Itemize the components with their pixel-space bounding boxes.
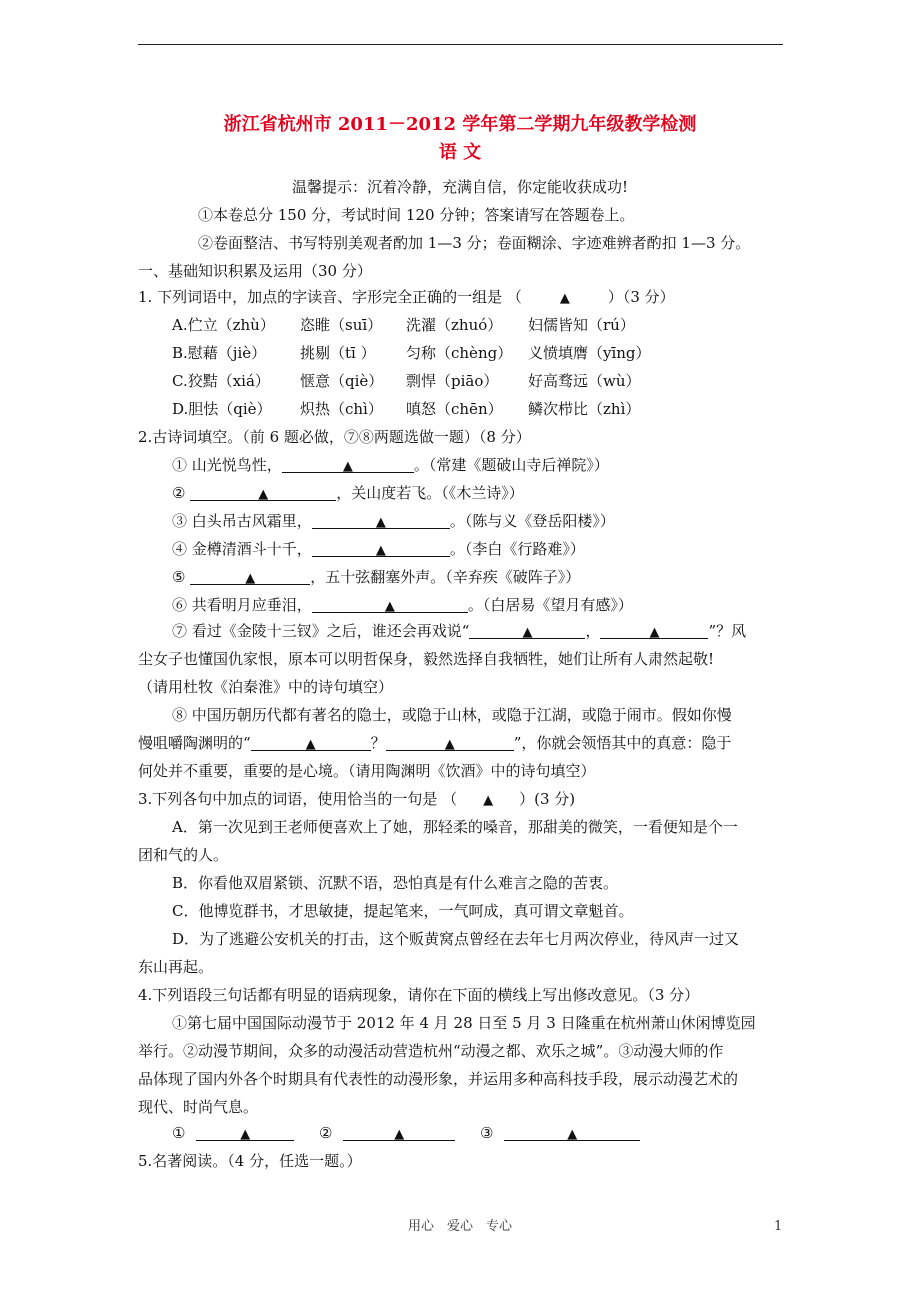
answer-triangle: ▲	[305, 737, 316, 752]
section-heading: 一、基础知识积累及运用（30 分）	[138, 262, 372, 280]
q4-passage-line-3: 品体现了国内外各个时期具有代表性的动漫形象，并运用多种高科技手段，展示动漫艺术的	[138, 1070, 739, 1088]
q3-stem	[138, 790, 575, 810]
q1-stem	[138, 288, 675, 308]
item-7-tail: ”？风	[708, 622, 747, 640]
comma: ，	[585, 622, 601, 640]
note-2: ②卷面整洁、书写特别美观者酌加 1—3 分；卷面糊涂、字迹难辨者酌扣 1—3 分。	[198, 234, 751, 252]
answer-triangle: ▲	[483, 793, 494, 808]
q1-d-3: 嗔怒（chēn）	[406, 400, 503, 418]
question-mark: ？	[370, 734, 386, 752]
item-number: ⑥	[172, 596, 188, 614]
q4-stem: 4.下列语段三句话都有明显的语病现象，请你在下面的横线上写出修改意见。（3 分）	[138, 986, 700, 1004]
answer-triangle: ▲	[444, 737, 455, 752]
footer-motto: 用心 爱心 专心	[407, 1219, 512, 1234]
answer-blank[interactable]	[251, 734, 371, 751]
answer-blank[interactable]	[312, 540, 450, 557]
item-8-lead: 慢咀嚼陶渊明的“	[138, 734, 251, 752]
q1-c-1: C.狡黠（xiá）	[172, 372, 270, 390]
q3-option-a-line-2: 团和气的人。	[138, 846, 229, 864]
q2-item-6	[172, 596, 633, 614]
q5-stem: 5.名著阅读。（4 分，任选一题。）	[138, 1152, 362, 1170]
verse-source: 。（常建《题破山寺后禅院》）	[413, 456, 609, 474]
header-rule	[138, 44, 783, 45]
answer-blank[interactable]	[282, 456, 414, 473]
answer-triangle: ▲	[394, 1127, 405, 1142]
note-1: ①本卷总分 150 分，考试时间 120 分钟；答案请写在答题卷上。	[198, 206, 635, 224]
q1-c-4: 好高骛远（wù）	[528, 372, 641, 390]
item-7-lead: ⑦ 看过《金陵十三钗》之后，谁还会再戏说“	[172, 622, 470, 640]
item-number: ②	[172, 484, 186, 502]
verse-source: 。（陈与义《登岳阳楼》）	[449, 512, 615, 530]
q2-item-8-line-2	[138, 734, 731, 752]
answer-triangle: ▲	[384, 599, 395, 614]
q1-d-4: 鳞次栉比（zhì）	[528, 400, 641, 418]
answer-triangle: ▲	[342, 459, 353, 474]
q1-d-1: D.胆怯（qiè）	[172, 400, 272, 418]
q3-score: ）(3 分)	[519, 790, 576, 808]
verse-source: 。（白居易《望月有感》）	[467, 596, 633, 614]
q2-stem: 2.古诗词填空。（前 6 题必做，⑦⑧两题选做一题）（8 分）	[138, 428, 531, 446]
q2-item-8-line-1: ⑧ 中国历朝历代都有著名的隐士，或隐于山林，或隐于江湖，或隐于闹市。假如你慢	[172, 706, 732, 724]
subject-title: 语 文	[438, 142, 482, 163]
q3-option-d-line-2: 东山再起。	[138, 958, 214, 976]
answer-triangle: ▲	[258, 487, 269, 502]
q3-option-d-line-1: D．为了逃避公安机关的打击，这个贩黄窝点曾经在去年七月两次停业，待风声一过又	[172, 930, 740, 948]
item-number: ④	[172, 540, 188, 558]
answer-blank[interactable]	[312, 596, 468, 613]
verse-source: ，五十弦翻塞外声。（辛弃疾《破阵子》）	[310, 568, 581, 586]
tip-text: 温馨提示：沉着冷静，充满自信，你定能收获成功!	[291, 178, 629, 196]
answer-triangle: ▲	[567, 1127, 578, 1142]
q1-score: ）（3 分）	[607, 288, 675, 306]
q2-item-4	[172, 540, 585, 558]
q2-item-2	[172, 484, 524, 502]
q1-b-4: 义愤填膺（yīng）	[528, 344, 651, 362]
q1-b-1: B.慰藉（jiè）	[172, 344, 267, 362]
q4-answers	[172, 1124, 640, 1142]
q2-item-1	[172, 456, 609, 474]
q4-passage-line-1: ①第七届中国国际动漫节于 2012 年 4 月 28 日至 5 月 3 日隆重在杭州萧山休闲博览园	[172, 1014, 756, 1032]
item-number: ③	[480, 1124, 494, 1142]
answer-triangle: ▲	[240, 1127, 251, 1142]
document-title: 浙江省杭州市 2011－2012 学年第二学期九年级教学检测	[223, 114, 697, 135]
answer-blank[interactable]	[504, 1124, 640, 1141]
q3-stem-text: 3.下列各句中加点的词语，使用恰当的一句是 （	[138, 790, 458, 808]
q2-item-8-line-3: 何处并不重要，重要的是心境。（请用陶渊明《饮酒》中的诗句填空）	[138, 762, 596, 780]
verse-prompt: 共看明月应垂泪，	[191, 596, 312, 614]
answer-triangle: ▲	[559, 291, 570, 306]
answer-blank[interactable]	[600, 622, 708, 639]
item-number: ①	[172, 1124, 186, 1142]
q3-option-a-line-1: A．第一次见到王老师便喜欢上了她，那轻柔的嗓音，那甜美的微笑，一看便知是个一	[172, 818, 738, 836]
q1-a-3: 洗濯（zhuó）	[406, 316, 503, 334]
answer-triangle: ▲	[649, 625, 660, 640]
answer-blank[interactable]	[312, 512, 450, 529]
q1-a-4: 妇儒皆知（rú）	[528, 316, 635, 334]
answer-triangle: ▲	[245, 571, 256, 586]
q2-item-7-line-2: 尘女子也懂国仇家恨，原本可以明哲保身，毅然选择自我牺牲，她们让所有人肃然起敬!	[138, 650, 715, 668]
q2-item-5	[172, 568, 580, 586]
verse-source: 。（李白《行路难》）	[449, 540, 585, 558]
q1-b-2: 挑剔（tī ）	[300, 344, 376, 362]
q2-item-3	[172, 512, 615, 530]
q1-c-2: 惬意（qiè）	[300, 372, 384, 390]
q2-item-7-line-3: （请用杜牧《泊秦淮》中的诗句填空）	[138, 678, 394, 696]
answer-blank[interactable]	[469, 622, 585, 639]
answer-blank[interactable]	[343, 1124, 455, 1141]
answer-triangle: ▲	[375, 515, 386, 530]
q1-stem-text: 1. 下列词语中，加点的字读音、字形完全正确的一组是 （	[138, 288, 522, 306]
verse-prompt: 山光悦鸟性，	[191, 456, 282, 474]
q1-b-3: 匀称（chèng）	[406, 344, 513, 362]
verse-prompt: 白头吊古风霜里，	[191, 512, 312, 530]
verse-source: ，关山度若飞。（《木兰诗》）	[336, 484, 524, 502]
q2-item-7-line-1	[172, 622, 746, 640]
item-number: ③	[172, 512, 188, 530]
answer-triangle: ▲	[522, 625, 533, 640]
item-number: ①	[172, 456, 188, 474]
page-number: 1	[774, 1219, 783, 1234]
answer-blank[interactable]	[196, 1124, 294, 1141]
q1-d-2: 炽热（chì）	[300, 400, 383, 418]
answer-blank[interactable]	[190, 484, 336, 501]
q3-option-b: B．你看他双眉紧锁、沉默不语，恐怕真是有什么难言之隐的苦衷。	[172, 874, 619, 892]
item-8-tail: ”，你就会领悟其中的真意：隐于	[513, 734, 732, 752]
answer-blank[interactable]	[190, 568, 310, 585]
answer-blank[interactable]	[386, 734, 514, 751]
q4-passage-line-2: 举行。②动漫节期间，众多的动漫活动营造杭州“动漫之都、欢乐之城”。③动漫大师的作	[138, 1042, 724, 1060]
q1-c-3: 剽悍（piāo）	[406, 372, 499, 390]
answer-triangle: ▲	[375, 543, 386, 558]
item-number: ②	[319, 1124, 333, 1142]
item-number: ⑤	[172, 568, 186, 586]
q1-a-1: A.伫立（zhù）	[172, 316, 275, 334]
q3-option-c: C．他博览群书，才思敏捷，提起笔来，一气呵成，真可谓文章魁首。	[172, 902, 634, 920]
q4-passage-line-4: 现代、时尚气息。	[138, 1098, 259, 1116]
q1-a-2: 恣睢（suī）	[300, 316, 383, 334]
verse-prompt: 金樽清酒斗十千，	[191, 540, 312, 558]
